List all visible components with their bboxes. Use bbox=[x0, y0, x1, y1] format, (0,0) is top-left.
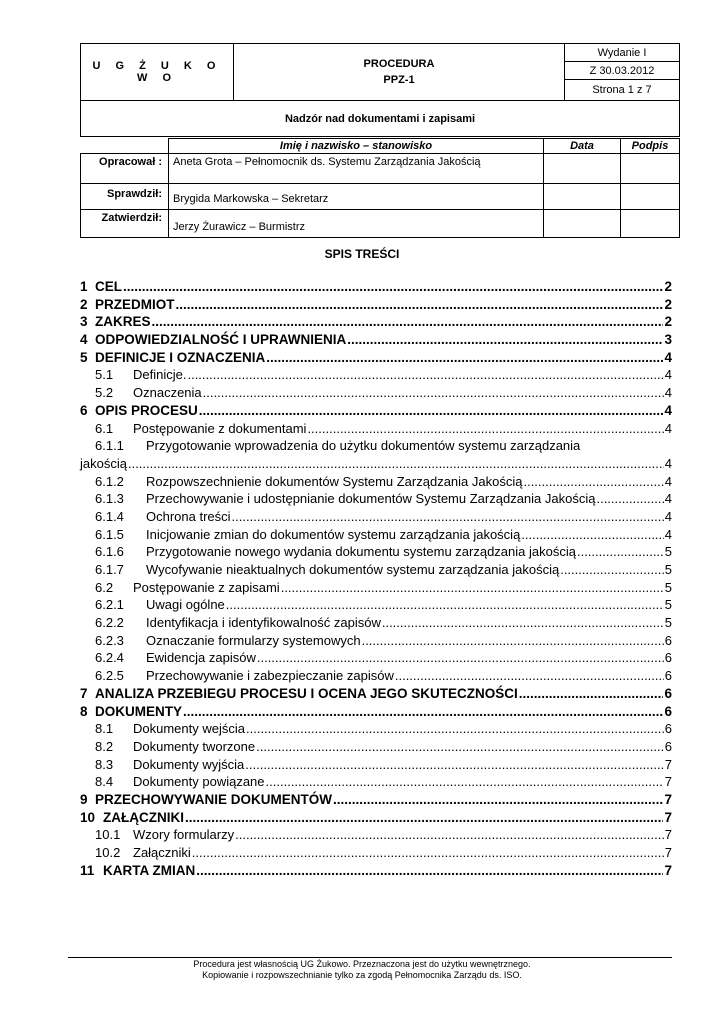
empty-corner bbox=[81, 139, 169, 154]
signatures-table bbox=[80, 138, 680, 238]
toc-entry-title: Wzory formularzy bbox=[133, 827, 235, 843]
toc-entry-title: Dokumenty wyjścia bbox=[133, 756, 245, 772]
toc-entry-number: 10 bbox=[80, 809, 96, 825]
toc-entry-number: 6.1.6 bbox=[95, 544, 124, 560]
toc-leader-dots bbox=[192, 845, 664, 860]
toc-entry[interactable] bbox=[80, 757, 672, 775]
toc-entry-title: Załączniki bbox=[133, 845, 191, 860]
toc-entry-page: 6 bbox=[664, 650, 672, 666]
toc-entry[interactable] bbox=[80, 385, 672, 403]
toc-entry-continuation[interactable] bbox=[80, 456, 672, 474]
toc-entry-page: 4 bbox=[664, 473, 672, 489]
toc-entry-title: KARTA ZMIAN bbox=[103, 862, 196, 878]
toc-entry-title: OPIS PROCESU bbox=[95, 402, 198, 418]
toc-entry-number: 6.1.7 bbox=[95, 562, 124, 577]
toc-leader-dots bbox=[246, 721, 664, 736]
toc-entry[interactable] bbox=[80, 509, 672, 527]
toc-entry-title: Przechowywanie i zabezpieczanie zapisów bbox=[146, 668, 394, 684]
footer-divider bbox=[68, 957, 672, 958]
toc-entry-page: 6 bbox=[664, 721, 672, 737]
toc-entry[interactable] bbox=[80, 597, 672, 615]
toc-entry-number: 6.2.2 bbox=[95, 615, 124, 631]
signer-role: Zatwierdził: bbox=[81, 210, 169, 238]
toc-entry-page: 6 bbox=[664, 685, 672, 701]
toc-entry-title: Inicjowanie zmian do dokumentów systemu zarządzania jakością bbox=[146, 526, 521, 542]
toc-leader-dots bbox=[362, 633, 664, 648]
toc-entry-page: 6 bbox=[664, 703, 672, 719]
signer-signature bbox=[621, 210, 680, 238]
toc-entry-page: 5 bbox=[664, 562, 672, 577]
toc-entry-title: DEFINICJE I OZNACZENIA bbox=[95, 349, 266, 365]
toc-entry-number: 6.1.4 bbox=[95, 508, 124, 524]
organization-name: U G Ż U K O W O bbox=[81, 44, 234, 101]
toc-entry[interactable] bbox=[80, 650, 672, 668]
toc-entry-page: 2 bbox=[664, 279, 672, 294]
toc-entry-title: Dokumenty powiązane bbox=[133, 774, 265, 790]
footer bbox=[0, 959, 724, 981]
toc-entry[interactable] bbox=[80, 350, 672, 368]
toc-entry-number: 10.1 bbox=[95, 827, 121, 843]
footer-line-2: Kopiowanie i rozpowszechnianie tylko za zgodą Pełnomocnika Zarządu ds. ISO. bbox=[202, 970, 522, 980]
signer-date bbox=[544, 154, 621, 184]
toc-leader-dots bbox=[128, 456, 664, 471]
toc-entry[interactable] bbox=[80, 739, 672, 757]
toc-entry-page: 4 bbox=[664, 491, 672, 507]
toc-entry-page: 4 bbox=[664, 455, 672, 471]
toc-leader-dots bbox=[152, 314, 664, 329]
signer-role: Opracował : bbox=[81, 154, 169, 184]
toc-entry-number: 7 bbox=[80, 685, 88, 701]
toc-entry-number: 6.1.5 bbox=[95, 526, 124, 542]
toc-entry-page: 7 bbox=[664, 774, 672, 790]
toc-entry-page: 2 bbox=[664, 296, 672, 312]
toc-entry-number: 6.1.3 bbox=[95, 491, 124, 507]
toc-entry[interactable] bbox=[80, 845, 672, 863]
toc-entry-page: 7 bbox=[664, 827, 672, 843]
toc-entry-number: 9 bbox=[80, 791, 88, 807]
toc-leader-dots bbox=[523, 474, 663, 489]
toc-entry[interactable] bbox=[80, 704, 672, 722]
toc-leader-dots bbox=[266, 350, 663, 365]
toc-leader-dots bbox=[176, 297, 664, 312]
toc-entry-title: ODPOWIEDZIALNOŚĆ I UPRAWNIENIA bbox=[95, 332, 347, 348]
document-header bbox=[80, 43, 680, 137]
toc-entry-title: ZAŁĄCZNIKI bbox=[103, 809, 184, 825]
toc-entry-page: 7 bbox=[664, 809, 672, 825]
toc-entry[interactable] bbox=[80, 279, 672, 297]
toc-entry-title: Oznaczenia bbox=[133, 385, 202, 401]
signer-date bbox=[544, 184, 621, 210]
toc-entry-number: 8.3 bbox=[95, 756, 114, 772]
toc-entry-title: ZAKRES bbox=[95, 314, 151, 330]
toc-entry-number: 6.1.1 bbox=[95, 438, 124, 454]
toc-entry-title: Dokumenty wejścia bbox=[133, 721, 245, 737]
toc-entry-number: 6.1.2 bbox=[95, 473, 124, 489]
toc-entry-title: PRZECHOWYWANIE DOKUMENTÓW bbox=[95, 791, 332, 807]
signer-role: Sprawdził: bbox=[81, 184, 169, 210]
toc-leader-dots bbox=[203, 385, 664, 400]
signer-signature bbox=[621, 154, 680, 184]
procedure-label: PROCEDURA bbox=[363, 58, 435, 70]
footer-line-1: Procedura jest własnością UG Żukowo. Przeznaczona jest do użytku wewnętrznego. bbox=[193, 959, 531, 969]
toc-entry-number: 6.2.4 bbox=[95, 650, 124, 666]
toc-entry[interactable] bbox=[80, 421, 672, 439]
toc-entry-page: 4 bbox=[664, 526, 672, 542]
toc-entry-title: CEL bbox=[95, 279, 122, 294]
toc-entry-title: Dokumenty tworzone bbox=[133, 738, 256, 754]
toc-leader-dots bbox=[395, 668, 664, 683]
toc-entry-title: Rozpowszechnienie dokumentów Systemu Zarządzania Jakością bbox=[146, 473, 523, 489]
signer-signature bbox=[621, 184, 680, 210]
toc-entry[interactable] bbox=[80, 668, 672, 686]
toc-entry-title: Ewidencja zapisów bbox=[146, 650, 256, 666]
toc-entry-number: 8.4 bbox=[95, 774, 114, 790]
toc-entry-page: 5 bbox=[664, 579, 672, 595]
toc-entry-number: 1 bbox=[80, 279, 88, 294]
procedure-cell bbox=[234, 44, 565, 101]
toc-entry-title: ANALIZA PRZEBIEGU PROCESU I OCENA JEGO SKUTECZNOŚCI bbox=[95, 685, 518, 701]
signer-name: Aneta Grota – Pełnomocnik ds. Systemu Zarządzania Jakością bbox=[169, 154, 544, 184]
toc-leader-dots bbox=[232, 509, 664, 524]
edition: Wydanie I bbox=[565, 44, 680, 62]
page-number: Strona 1 z 7 bbox=[565, 80, 680, 101]
toc-entry-page: 4 bbox=[664, 420, 672, 436]
toc-entry-page: 6 bbox=[664, 632, 672, 648]
toc-leader-dots bbox=[347, 332, 663, 347]
col-date-header: Data bbox=[544, 139, 621, 154]
toc-entry-number: 6 bbox=[80, 402, 88, 418]
toc-entry-number: 6.2 bbox=[95, 579, 114, 595]
toc-leader-dots bbox=[185, 810, 663, 825]
signer-row bbox=[81, 154, 680, 184]
toc-entry-page: 3 bbox=[664, 332, 672, 348]
toc-entry-number: 8.1 bbox=[95, 721, 114, 737]
toc-entry[interactable] bbox=[80, 403, 672, 421]
toc-entry-page: 4 bbox=[664, 367, 672, 383]
toc-entry[interactable] bbox=[80, 827, 672, 845]
toc-entry[interactable] bbox=[80, 633, 672, 651]
toc-entry-title: DOKUMENTY bbox=[95, 703, 182, 719]
toc-entry[interactable] bbox=[80, 580, 672, 598]
signer-date bbox=[544, 210, 621, 238]
toc-leader-dots bbox=[226, 597, 664, 612]
toc-entry-number: 8 bbox=[80, 703, 88, 719]
toc-entry-title: Przygotowanie nowego wydania dokumentu systemu zarządzania jakością bbox=[146, 544, 576, 560]
toc-entry-number: 6.2.1 bbox=[95, 597, 124, 613]
toc-entry-number: 10.2 bbox=[95, 845, 121, 860]
toc-entry[interactable] bbox=[80, 774, 672, 792]
toc-leader-dots bbox=[307, 421, 663, 436]
toc-entry[interactable] bbox=[80, 863, 672, 881]
toc-entry-page: 6 bbox=[664, 668, 672, 684]
signer-name: Jerzy Żurawicz – Burmistrz bbox=[169, 210, 544, 238]
toc-entry-page: 7 bbox=[664, 845, 672, 860]
toc-entry-number: 4 bbox=[80, 332, 88, 348]
toc-entry[interactable] bbox=[80, 474, 672, 492]
toc-entry-number: 2 bbox=[80, 296, 88, 312]
signer-name: Brygida Markowska – Sekretarz bbox=[169, 184, 544, 210]
toc-entry-title: Postępowanie z zapisami bbox=[133, 579, 280, 595]
toc-entry-page: 6 bbox=[664, 738, 672, 754]
toc-entry-number: 5.1 bbox=[95, 367, 114, 383]
toc-leader-dots bbox=[521, 527, 663, 542]
signer-row bbox=[81, 210, 680, 238]
toc-entry-page: 5 bbox=[664, 544, 672, 560]
table-of-contents bbox=[80, 279, 672, 880]
toc-leader-dots bbox=[245, 757, 664, 772]
toc-leader-dots bbox=[183, 704, 663, 719]
toc-entry[interactable] bbox=[80, 491, 672, 509]
toc-leader-dots bbox=[333, 792, 663, 807]
toc-entry-title: Uwagi ogólne bbox=[146, 597, 225, 613]
toc-entry[interactable] bbox=[80, 367, 672, 385]
toc-entry-page: 4 bbox=[664, 508, 672, 524]
toc-entry-number: 8.2 bbox=[95, 738, 114, 754]
toc-leader-dots bbox=[596, 491, 663, 506]
toc-leader-dots bbox=[281, 580, 664, 595]
toc-entry[interactable] bbox=[80, 297, 672, 315]
col-name-header: Imię i nazwisko – stanowisko bbox=[169, 139, 544, 154]
toc-leader-dots bbox=[560, 562, 664, 577]
toc-entry[interactable] bbox=[80, 527, 672, 545]
signer-row bbox=[81, 184, 680, 210]
toc-entry-title: Wycofywanie nieaktualnych dokumentów systemu zarządzania jakością bbox=[146, 562, 560, 577]
toc-entry-title: Postępowanie z dokumentami bbox=[133, 420, 307, 436]
toc-entry[interactable] bbox=[80, 438, 672, 456]
toc-entry[interactable] bbox=[80, 810, 672, 828]
toc-entry[interactable] bbox=[80, 562, 672, 580]
toc-entry-page: 7 bbox=[664, 756, 672, 772]
toc-entry[interactable] bbox=[80, 314, 672, 332]
toc-entry[interactable] bbox=[80, 792, 672, 810]
toc-entry-page: 2 bbox=[664, 314, 672, 330]
toc-entry-title: Definicje. bbox=[133, 367, 187, 383]
toc-entry-number: 6.1 bbox=[95, 420, 114, 436]
toc-entry-page: 5 bbox=[664, 615, 672, 631]
toc-entry[interactable] bbox=[80, 332, 672, 350]
document-title: Nadzór nad dokumentami i zapisami bbox=[81, 101, 680, 137]
toc-entry-page: 4 bbox=[664, 402, 672, 418]
toc-leader-dots bbox=[199, 403, 664, 418]
toc-leader-dots bbox=[577, 544, 664, 559]
toc-leader-dots bbox=[257, 650, 664, 665]
col-signature-header: Podpis bbox=[621, 139, 680, 154]
toc-entry[interactable] bbox=[80, 544, 672, 562]
toc-leader-dots bbox=[256, 739, 664, 754]
toc-leader-dots bbox=[382, 615, 664, 630]
toc-entry[interactable] bbox=[80, 686, 672, 704]
toc-entry-number: 6.2.3 bbox=[95, 632, 124, 648]
toc-entry[interactable] bbox=[80, 721, 672, 739]
toc-leader-dots bbox=[196, 863, 663, 878]
toc-leader-dots bbox=[123, 279, 663, 294]
toc-entry-title-cont: jakością bbox=[80, 455, 127, 471]
toc-leader-dots bbox=[187, 367, 663, 382]
toc-entry-page: 5 bbox=[664, 597, 672, 613]
toc-leader-dots bbox=[266, 774, 664, 789]
toc-entry-title: Ochrona treści bbox=[146, 508, 231, 524]
procedure-code: PPZ-1 bbox=[383, 74, 415, 86]
toc-entry-title: Oznaczanie formularzy systemowych bbox=[146, 632, 361, 648]
toc-title: SPIS TREŚCI bbox=[324, 247, 400, 261]
toc-entry-page: 7 bbox=[664, 791, 672, 807]
toc-entry-title: Identyfikacja i identyfikowalność zapisów bbox=[146, 615, 381, 631]
toc-entry-page: 4 bbox=[664, 385, 672, 401]
toc-entry-title: Przechowywanie i udostępnianie dokumentów Systemu Zarządzania Jakością bbox=[146, 491, 596, 507]
toc-entry-number: 3 bbox=[80, 314, 88, 330]
toc-leader-dots bbox=[519, 686, 664, 701]
toc-entry[interactable] bbox=[80, 615, 672, 633]
edition-date: Z 30.03.2012 bbox=[565, 62, 680, 80]
toc-entry-number: 5.2 bbox=[95, 385, 114, 401]
toc-leader-dots bbox=[235, 827, 664, 842]
toc-entry-number: 6.2.5 bbox=[95, 668, 124, 684]
toc-entry-number: 5 bbox=[80, 349, 88, 365]
toc-entry-title: PRZEDMIOT bbox=[95, 296, 175, 312]
toc-entry-number: 11 bbox=[80, 862, 95, 878]
toc-entry-title: Przygotowanie wprowadzenia do użytku dokumentów systemu zarządzania bbox=[146, 438, 581, 454]
toc-entry-page: 7 bbox=[664, 862, 672, 878]
toc-entry-page: 4 bbox=[664, 349, 672, 365]
